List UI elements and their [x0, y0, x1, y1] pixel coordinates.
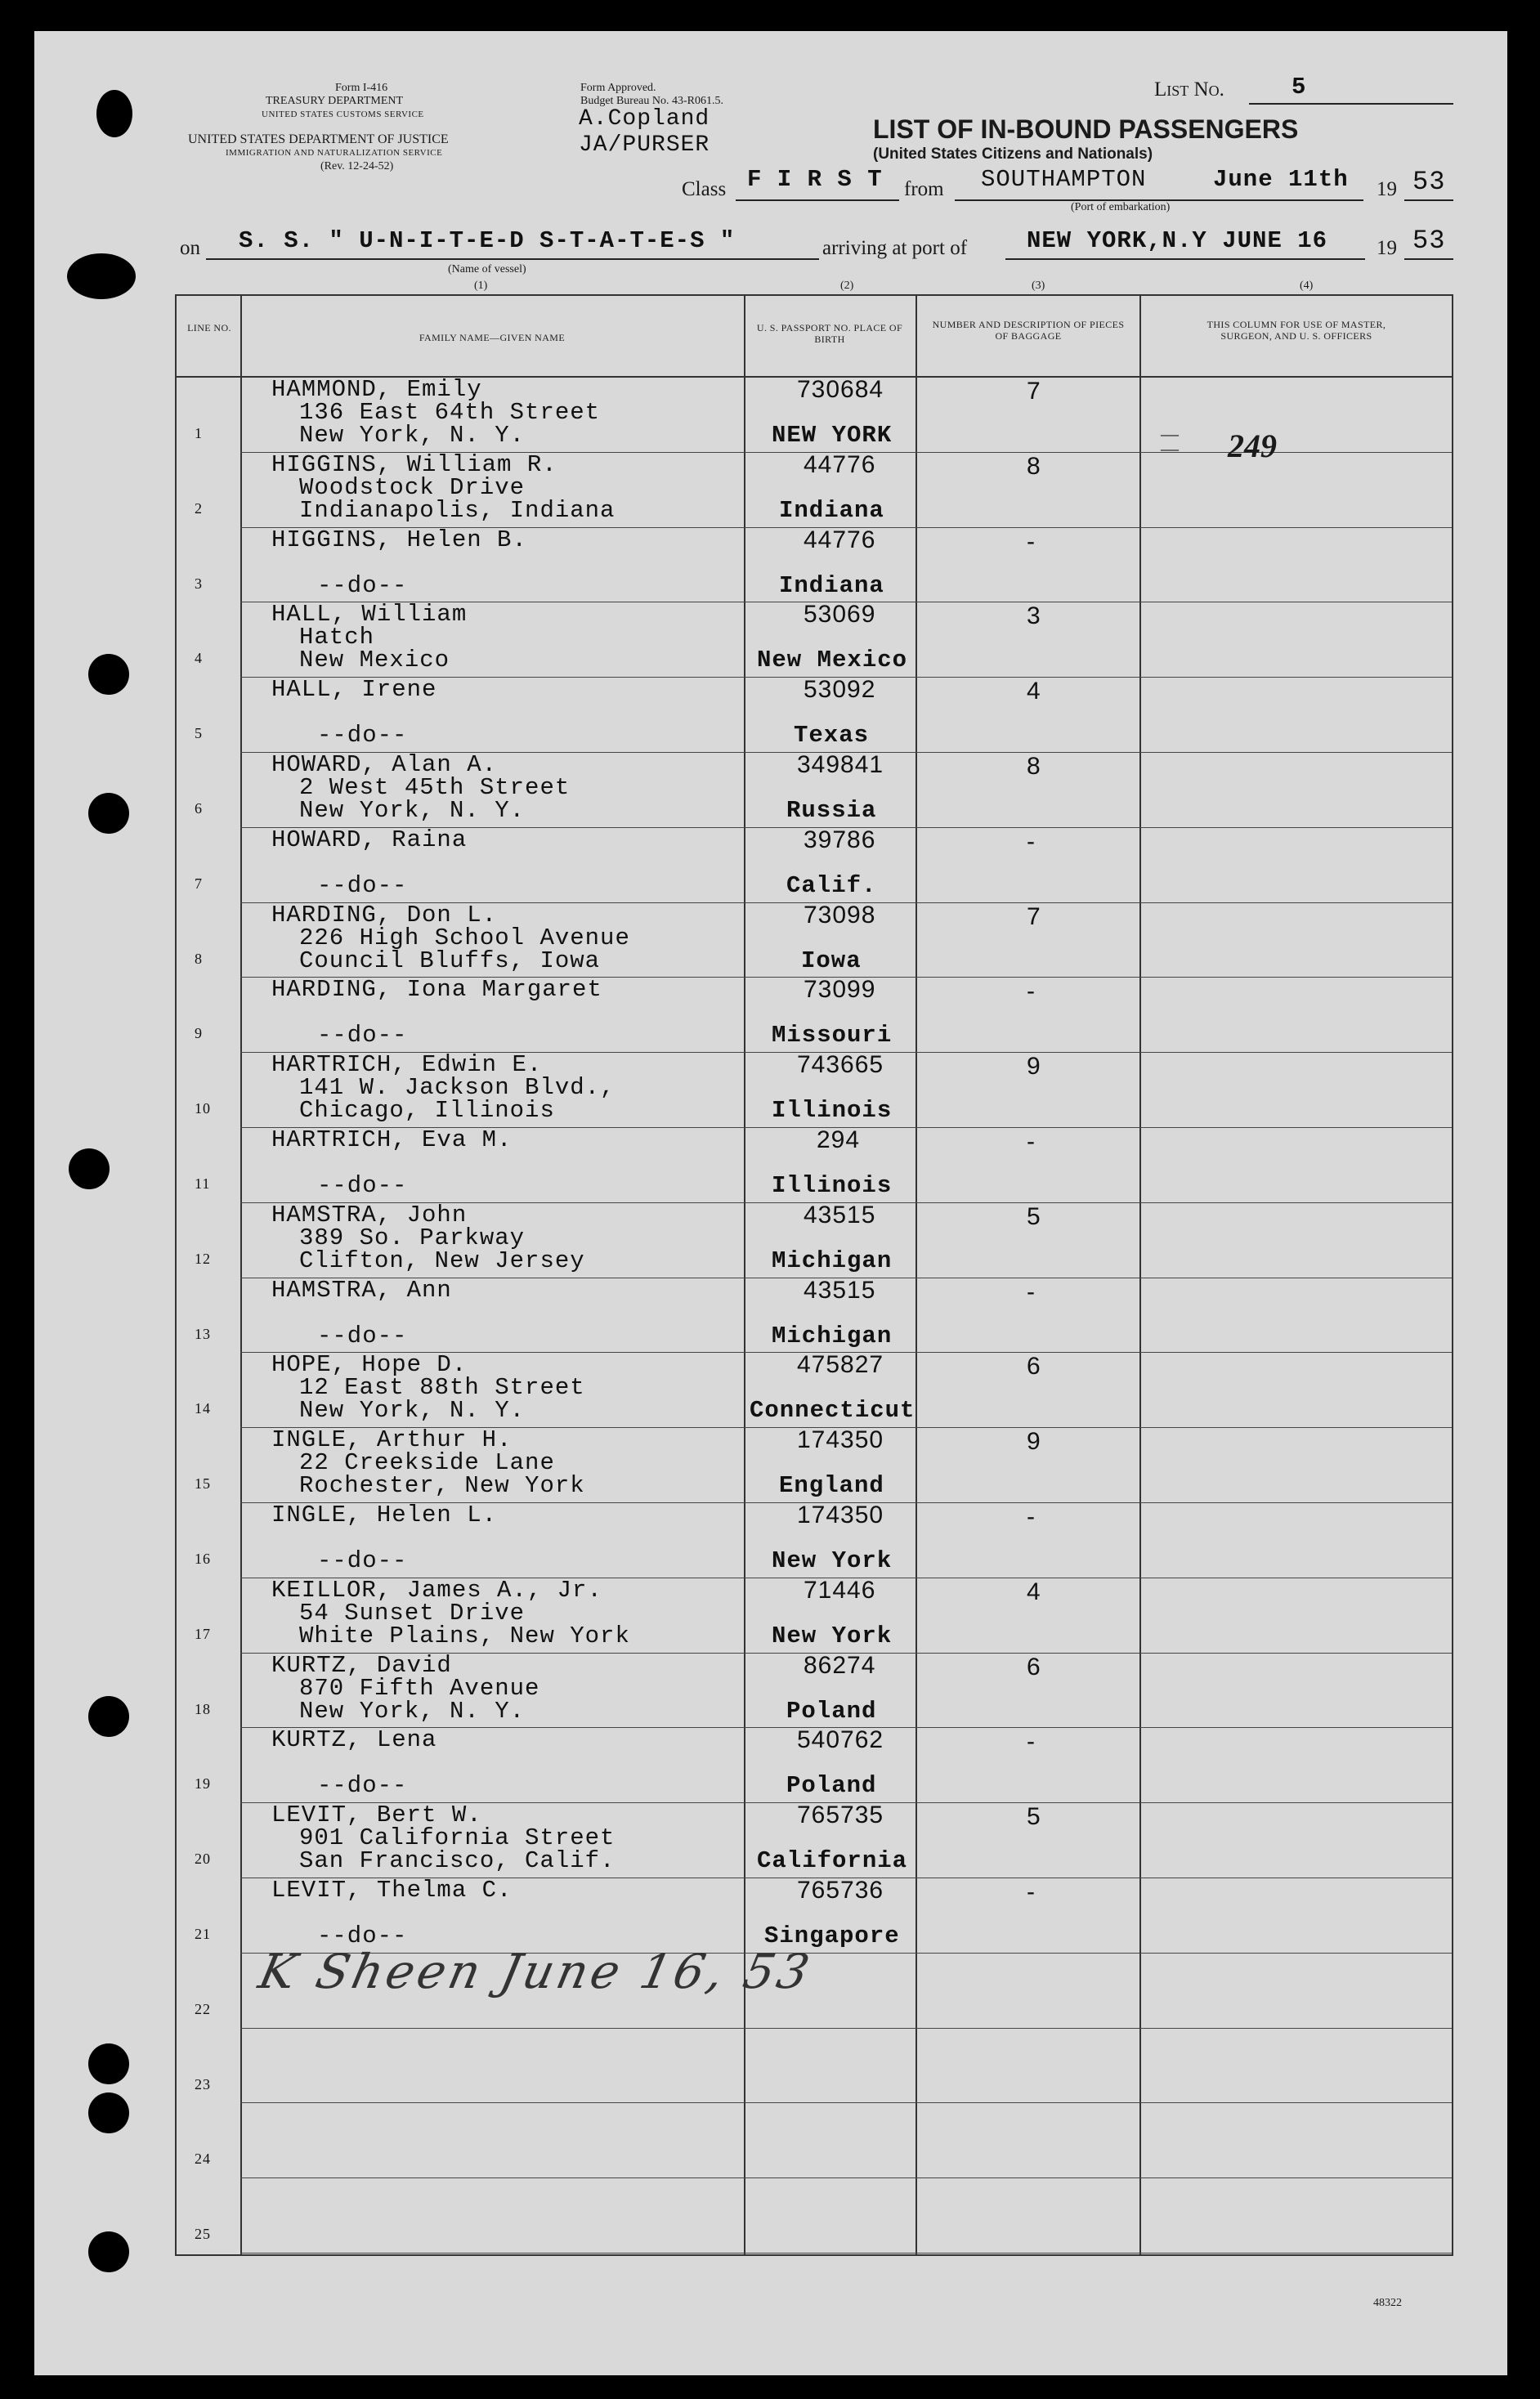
officer-tick-marks: –– –– [1161, 423, 1179, 459]
punch-hole [88, 2043, 129, 2084]
line-number: 18 [195, 1701, 211, 1717]
class-label: Class [682, 178, 727, 200]
col-divider-4 [1139, 294, 1141, 2256]
place-of-birth: Connecticut [750, 1397, 915, 1424]
passenger-name: KURTZ, David [271, 1652, 452, 1679]
col-divider-3 [915, 294, 917, 2256]
baggage-count: 7 [1027, 378, 1041, 405]
passenger-name: HOPE, Hope D. [271, 1351, 468, 1378]
baggage-count: 6 [1027, 1353, 1041, 1380]
place-of-birth: Indiana [779, 497, 884, 524]
row-divider [240, 2028, 1452, 2029]
port-caption: (Port of embarkation) [1071, 201, 1171, 213]
class-underline [736, 199, 899, 201]
row-divider [240, 2177, 1452, 2178]
table-left-border [175, 294, 177, 2256]
passport-number: 730684 [797, 376, 884, 403]
passenger-name: HARDING, Iona Margaret [271, 976, 602, 1003]
manifest-page [34, 31, 1507, 2375]
revision: (Rev. 12-24-52) [320, 160, 394, 172]
punch-hole [88, 1696, 129, 1737]
list-no-value: 5 [1292, 74, 1307, 101]
address-line-2: --do-- [317, 1172, 408, 1199]
header-line-no: LINE NO. [187, 322, 231, 333]
passenger-name: HARTRICH, Eva M. [271, 1126, 513, 1153]
line-number: 11 [195, 1175, 211, 1192]
col-num-1: (1) [474, 280, 488, 292]
address-line-1: Woodstock Drive [299, 474, 526, 501]
baggage-count: - [1027, 1128, 1036, 1155]
col-num-2: (2) [840, 280, 854, 292]
address-line-1: 389 So. Parkway [299, 1224, 526, 1251]
address-line-2: --do-- [317, 1922, 408, 1949]
passport-number: 349841 [797, 751, 884, 778]
baggage-count: 3 [1027, 602, 1041, 629]
passport-number: 71446 [804, 1577, 876, 1604]
form-approved: Form Approved. [580, 82, 656, 94]
address-line-2: New York, N. Y. [299, 1397, 526, 1424]
address-line-2: New York, N. Y. [299, 422, 526, 449]
passport-number: 765735 [797, 1801, 884, 1828]
baggage-count: 8 [1027, 453, 1041, 480]
handwritten-signature: K Sheen June 16, 53 [253, 1944, 817, 1999]
service: UNITED STATES CUSTOMS SERVICE [262, 110, 424, 119]
vessel-caption: (Name of vessel) [448, 263, 526, 275]
table-right-border [1452, 294, 1453, 2256]
baggage-count: 8 [1027, 753, 1041, 780]
line-number: 16 [195, 1551, 211, 1567]
department2: UNITED STATES DEPARTMENT OF JUSTICE [188, 132, 449, 146]
passenger-name: HARTRICH, Edwin E. [271, 1051, 543, 1078]
vessel-name: S. S. " U-N-I-T-E-D S-T-A-T-E-S " [239, 227, 736, 254]
passport-number: 53092 [804, 676, 876, 703]
budget-number: Budget Bureau No. 43-R061.5. [580, 95, 723, 107]
passport-number: 174350 [797, 1502, 884, 1528]
place-of-birth: NEW YORK [772, 422, 893, 449]
address-line-1: 2 West 45th Street [299, 774, 571, 801]
arriving-label: arriving at port of [822, 237, 968, 259]
address-line-2: Clifton, New Jersey [299, 1247, 585, 1274]
passenger-name: LEVIT, Bert W. [271, 1801, 482, 1828]
address-line-2: --do-- [317, 872, 408, 899]
place-of-birth: Russia [786, 797, 877, 824]
address-line-2: Rochester, New York [299, 1472, 585, 1499]
line-number: 12 [195, 1251, 211, 1267]
baggage-count: - [1027, 528, 1036, 555]
place-of-birth: Michigan [772, 1323, 893, 1349]
from-label: from [904, 178, 944, 200]
address-line-2: --do-- [317, 722, 408, 749]
year2-underline [1404, 258, 1453, 260]
place-of-birth: Indiana [779, 572, 884, 599]
line-number: 17 [195, 1626, 211, 1642]
baggage-count: 6 [1027, 1654, 1041, 1681]
punch-hole [69, 1148, 110, 1189]
address-line-2: San Francisco, Calif. [299, 1847, 616, 1874]
place-of-birth: Missouri [772, 1022, 893, 1049]
place-of-birth: New Mexico [757, 647, 908, 674]
year-underline [1404, 199, 1453, 201]
passenger-name: INGLE, Helen L. [271, 1502, 498, 1528]
address-line-1: 901 California Street [299, 1824, 616, 1851]
address-line-1: 136 East 64th Street [299, 399, 601, 426]
baggage-count: 9 [1027, 1428, 1041, 1455]
row-divider [240, 2102, 1452, 2103]
passenger-name: HAMSTRA, Ann [271, 1277, 452, 1304]
passenger-name: HIGGINS, Helen B. [271, 526, 527, 553]
address-line-2: White Plains, New York [299, 1622, 630, 1649]
year-value-2: 53 [1412, 226, 1446, 256]
line-number: 14 [195, 1400, 211, 1417]
port-of-embarkation: SOUTHAMPTON [981, 166, 1147, 193]
line-number: 21 [195, 1926, 211, 1942]
passenger-name: KEILLOR, James A., Jr. [271, 1577, 602, 1604]
line-number: 4 [195, 650, 203, 666]
passenger-name: HALL, William [271, 601, 468, 628]
header-name: FAMILY NAME—GIVEN NAME [419, 332, 566, 343]
punch-hole [88, 654, 129, 695]
passport-number: 44776 [804, 451, 876, 478]
passenger-name: HIGGINS, William R. [271, 451, 557, 478]
col-divider-1 [240, 294, 242, 2256]
baggage-count: - [1027, 1503, 1036, 1530]
address-line-2: Indianapolis, Indiana [299, 497, 616, 524]
line-number: 19 [195, 1775, 211, 1792]
passport-number: 743665 [797, 1051, 884, 1078]
address-line-1: Hatch [299, 624, 375, 651]
line-number: 2 [195, 500, 203, 517]
table-top-border [175, 294, 1453, 296]
passenger-name: HALL, Irene [271, 676, 437, 703]
place-of-birth: New York [772, 1622, 893, 1649]
line-number: 25 [195, 2226, 211, 2242]
baggage-count: 5 [1027, 1203, 1041, 1230]
address-line-1: 22 Creekside Lane [299, 1449, 555, 1476]
line-number: 13 [195, 1326, 211, 1342]
line-number: 10 [195, 1100, 211, 1117]
header-baggage: NUMBER AND DESCRIPTION OF PIECES OF BAGGAGE [932, 319, 1125, 342]
line-number: 7 [195, 875, 203, 892]
passport-number: 44776 [804, 526, 876, 553]
officer-note: 249 [1228, 427, 1277, 464]
punch-hole [88, 2231, 129, 2272]
baggage-count: - [1027, 828, 1036, 855]
line-number: 23 [195, 2076, 211, 2092]
passenger-name: HOWARD, Raina [271, 826, 468, 853]
punch-hole [67, 253, 136, 299]
list-no-underline [1249, 103, 1453, 105]
passport-number: 174350 [797, 1426, 884, 1453]
col-num-4: (4) [1300, 280, 1314, 292]
passport-number: 43515 [804, 1202, 876, 1229]
passport-number: 765736 [797, 1877, 884, 1904]
passport-number: 540762 [797, 1726, 884, 1753]
baggage-count: 9 [1027, 1053, 1041, 1080]
passport-number: 73099 [804, 976, 876, 1003]
baggage-count: 4 [1027, 1578, 1041, 1605]
passenger-name: HARDING, Don L. [271, 902, 498, 929]
arrival-underline [1005, 258, 1365, 260]
line-number: 5 [195, 725, 203, 741]
passenger-name: HOWARD, Alan A. [271, 751, 498, 778]
row-divider [240, 2253, 1452, 2254]
address-line-2: --do-- [317, 1547, 408, 1574]
address-line-2: --do-- [317, 572, 408, 599]
line-number: 6 [195, 800, 203, 817]
passenger-name: LEVIT, Thelma C. [271, 1877, 513, 1904]
place-of-birth: Illinois [772, 1172, 893, 1199]
place-of-birth: England [779, 1472, 884, 1499]
page-title: LIST OF IN-BOUND PASSENGERS [873, 114, 1299, 144]
address-line-1: 12 East 88th Street [299, 1374, 585, 1401]
passport-number: 73098 [804, 902, 876, 929]
address-line-1: 226 High School Avenue [299, 924, 630, 951]
place-of-birth: Texas [794, 722, 870, 749]
address-line-2: New York, N. Y. [299, 797, 526, 824]
place-of-birth: Iowa [801, 947, 862, 974]
punch-hole [88, 2092, 129, 2133]
address-line-2: --do-- [317, 1772, 408, 1799]
place-of-birth: California [757, 1847, 908, 1874]
address-line-2: New Mexico [299, 647, 450, 674]
departure-date: June 11th [1213, 166, 1349, 193]
place-of-birth: Poland [786, 1772, 877, 1799]
passport-number: 39786 [804, 826, 876, 853]
place-of-birth: Michigan [772, 1247, 893, 1274]
passport-number: 53069 [804, 601, 876, 628]
year-prefix-2: 19 [1377, 237, 1397, 259]
passport-number: 86274 [804, 1652, 876, 1679]
line-number: 15 [195, 1475, 211, 1492]
line-number: 24 [195, 2151, 211, 2167]
service2: IMMIGRATION AND NATURALIZATION SERVICE [226, 148, 443, 158]
passenger-name: INGLE, Arthur H. [271, 1426, 513, 1453]
address-line-1: 141 W. Jackson Blvd., [299, 1074, 616, 1101]
place-of-birth: Calif. [786, 872, 877, 899]
line-number: 8 [195, 951, 203, 967]
signer-title: JA/PURSER [579, 132, 710, 158]
header-passport: U. S. PASSPORT NO. PLACE OF BIRTH [756, 322, 903, 345]
place-of-birth: Poland [786, 1698, 877, 1725]
line-number: 9 [195, 1025, 203, 1041]
passenger-name: HAMSTRA, John [271, 1202, 468, 1229]
passport-number: 43515 [804, 1277, 876, 1304]
passenger-name: KURTZ, Lena [271, 1726, 437, 1753]
place-of-birth: Illinois [772, 1097, 893, 1124]
address-line-2: Chicago, Illinois [299, 1097, 555, 1124]
arrival-port: NEW YORK,N.Y JUNE 16 [1027, 227, 1328, 254]
line-number: 20 [195, 1851, 211, 1867]
vessel-underline [206, 258, 819, 260]
signer-name: A.Copland [579, 106, 710, 132]
line-number: 3 [195, 575, 203, 592]
baggage-count: - [1027, 978, 1036, 1005]
address-line-1: 54 Sunset Drive [299, 1600, 526, 1627]
address-line-2: --do-- [317, 1323, 408, 1349]
punch-hole [88, 793, 129, 834]
address-line-2: --do-- [317, 1022, 408, 1049]
baggage-count: 5 [1027, 1803, 1041, 1830]
baggage-count: - [1027, 1728, 1036, 1755]
table-bottom-border [175, 2254, 1453, 2256]
on-label: on [180, 237, 200, 259]
place-of-birth: Singapore [764, 1922, 900, 1949]
baggage-count: 4 [1027, 678, 1041, 705]
baggage-count: - [1027, 1878, 1036, 1905]
address-line-2: Council Bluffs, Iowa [299, 947, 601, 974]
header-officers: THIS COLUMN FOR USE OF MASTER, SURGEON, AND U. S. OFFICERS [1206, 319, 1386, 342]
form-number: Form I-416 [335, 82, 388, 94]
passport-number: 475827 [797, 1351, 884, 1378]
year-value: 53 [1412, 167, 1446, 197]
class-value: F I R S T [747, 166, 883, 193]
passenger-name: HAMMOND, Emily [271, 376, 482, 403]
page-subtitle: (United States Citizens and Nationals) [873, 145, 1153, 163]
address-line-1: 870 Fifth Avenue [299, 1675, 540, 1702]
baggage-count: - [1027, 1278, 1036, 1305]
passport-number: 294 [817, 1126, 861, 1153]
place-of-birth: New York [772, 1547, 893, 1574]
line-number: 22 [195, 2001, 211, 2017]
department: TREASURY DEPARTMENT [266, 95, 404, 107]
year-prefix: 19 [1377, 178, 1397, 200]
col-num-3: (3) [1032, 280, 1045, 292]
footer-code: 48322 [1373, 2297, 1402, 2309]
line-number: 1 [195, 425, 203, 441]
punch-hole [96, 90, 132, 137]
address-line-2: New York, N. Y. [299, 1698, 526, 1725]
list-no-label: List No. [1154, 78, 1224, 101]
baggage-count: 7 [1027, 903, 1041, 930]
